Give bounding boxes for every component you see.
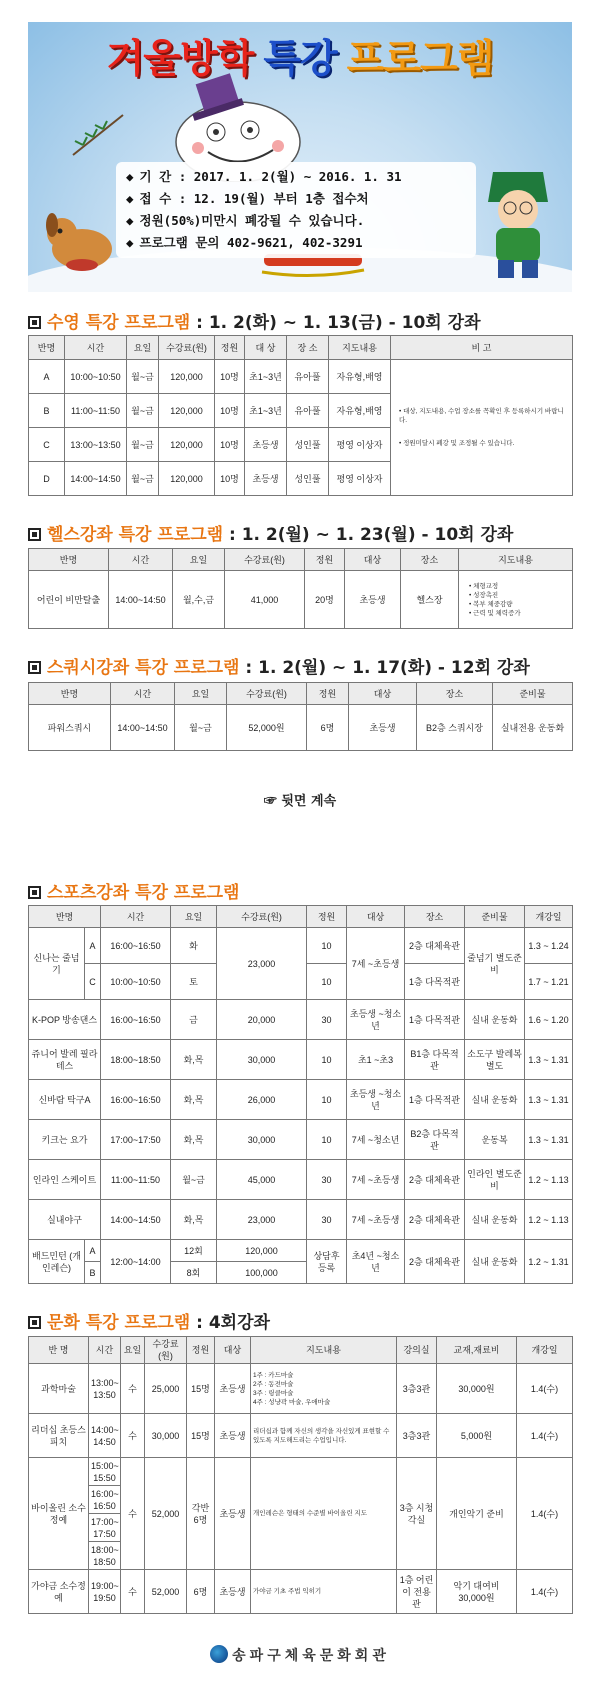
table-row: 가야금 소수정예 19:00~ 19:50 수 52,000 6명 초등생 가야금 기초 주법 익히기 1층 어린이 전용관 악기 대여비 30,000원 1.4(수): [29, 1570, 573, 1614]
pine-branch-icon: [68, 110, 128, 160]
table-header-row: 반 명 시간 요일 수강료(원) 정원 대상 지도내용 강의실 교재,재료비 개강일: [29, 1337, 573, 1364]
table-row: 17:00~ 17:50: [29, 1514, 573, 1542]
info-box: [116, 162, 476, 258]
table-row: B 8회 100,000: [29, 1262, 573, 1284]
swim-heading: 수영 특강 프로그램 : 1. 2(화) ~ 1. 13(금) - 10회 강좌: [28, 308, 481, 333]
table-row: 신나는 줄넘기 A 16:00~16:50 화 23,000 10 7세 ~초등생 2층 대체육관 줄넘기 별도준비 1.3 ~ 1.24: [29, 928, 573, 964]
table-row: 키크는 요가 17:00~17:50 화,목 30,000 10 7세 ~청소년 B2층 다목적관 운동복 1.3 ~ 1.31: [29, 1120, 573, 1160]
table-row: B 11:00~11:50 월~금 120,000 10명 초1~3년 유아풀 자유형,배영: [29, 394, 573, 428]
table-row: 배드민턴 (개인레슨) A 12:00~14:00 12회 120,000 상담후 등록 초4년 ~청소년 2층 대체육관 실내 운동화 1.2 ~ 1.31: [29, 1240, 573, 1262]
banner-title-winter: 겨울방학: [106, 37, 254, 82]
culture-heading: 문화 특강 프로그램 : 4회강좌: [28, 1308, 270, 1333]
health-table: [28, 548, 573, 629]
sports-heading: 스포츠강좌 특강 프로그램: [28, 878, 239, 903]
info-registration: ◆ 접 수 : 12. 19(월) 부터 1층 접수처: [126, 191, 369, 206]
banner-title: [28, 28, 572, 84]
culture-table: [28, 1336, 573, 1614]
square-bullet-icon: [28, 1316, 41, 1329]
table-row: 16:00~ 16:50: [29, 1486, 573, 1514]
table-header-row: 반명 시간 요일 수강료(원) 정원 대상 장소 준비물 개강일: [29, 906, 573, 928]
info-contact: ◆ 프로그램 문의 402-9621, 402-3291: [126, 235, 363, 250]
table-row: 파워스쿼시 14:00~14:50 월~금 52,000원 6명 초등생 B2층 스쿼시장 실내전용 운동화: [29, 705, 573, 751]
table-row: C 13:00~13:50 월~금 120,000 10명 초등생 성인풀 평영 이상자: [29, 428, 573, 462]
table-row: 실내야구 14:00~14:50 화,목 23,000 30 7세 ~초등생 2층 대체육관 실내 운동화 1.2 ~ 1.13: [29, 1200, 573, 1240]
info-capacity: ◆ 정원(50%)미만시 폐강될 수 있습니다.: [126, 213, 365, 228]
square-bullet-icon: [28, 528, 41, 541]
banner-title-program: 프로그램: [346, 37, 494, 82]
health-heading: 헬스강좌 특강 프로그램 : 1. 2(월) ~ 1. 23(월) - 10회 강좌: [28, 520, 513, 545]
square-bullet-icon: [28, 316, 41, 329]
footer-organization: 송파구체육문화회관: [0, 1645, 600, 1665]
health-content: • 체형교정 • 성장촉진 • 복부 체중감량 • 근력 및 체력증가: [459, 571, 573, 629]
banner-title-special: 특강: [263, 37, 337, 82]
diamond-icon: ◆: [126, 169, 134, 184]
child-illustration: [468, 162, 568, 282]
squash-heading: 스쿼시강좌 특강 프로그램 : 1. 2(월) ~ 1. 17(화) - 12회 강좌: [28, 653, 530, 678]
organization-logo-icon: [210, 1645, 228, 1663]
science-content: 1주 : 카드마술 2주 : 동전마술 3주 : 링클마술 4주 : 성냥곽 마술, 우애마술: [251, 1364, 397, 1414]
squash-table: [28, 682, 573, 751]
table-header-row: 반명 시간 요일 수강료(원) 정원 대 상 장 소 지도내용 비 고: [29, 336, 573, 360]
swim-table: [28, 335, 573, 496]
info-period: ◆ 기 간 : 2017. 1. 2(월) ~ 2016. 1. 31: [126, 169, 402, 184]
banner: [28, 22, 572, 292]
square-bullet-icon: [28, 661, 41, 674]
swim-notes: • 대상, 지도내용, 수업 장소를 꼭확인 후 등록하시기 바랍니다. • 정원미달시 폐강 및 조정될 수 있습니다.: [391, 360, 573, 496]
table-row: 신바람 탁구A 16:00~16:50 화,목 26,000 10 초등생 ~청소년 1층 다목적관 실내 운동화 1.3 ~ 1.31: [29, 1080, 573, 1120]
table-header-row: 반명 시간 요일 수강료(원) 정원 대상 장소 지도내용: [29, 549, 573, 571]
diamond-icon: ◆: [126, 191, 134, 206]
table-row: 리더십 초등스피치 14:00~ 14:50 수 30,000 15명 초등생 리더십과 함께 자신의 생각을 자신있게 표현할 수 있도록 지도해드리는 수업입니다. 3층3관 5,000원 1.4(수): [29, 1414, 573, 1458]
diamond-icon: ◆: [126, 235, 134, 250]
table-row: 18:00~ 18:50: [29, 1542, 573, 1570]
table-row: 어린이 비만탈출 14:00~14:50 월,수,금 41,000 20명 초등생 헬스장 • 체형교정 • 성장촉진 • 복부 체중감량 • 근력 및 체력증가: [29, 571, 573, 629]
table-row: 인라인 스케이트 11:00~11:50 월~금 45,000 30 7세 ~초등생 2층 대체육관 인라인 별도준비 1.2 ~ 1.13: [29, 1160, 573, 1200]
continue-note: ☞ 뒷면 계속: [263, 794, 337, 809]
table-header-row: 반명 시간 요일 수강료(원) 정원 대상 장소 준비물: [29, 683, 573, 705]
square-bullet-icon: [28, 886, 41, 899]
sports-table: [28, 905, 573, 1284]
table-row: K-POP 방송댄스 16:00~16:50 금 20,000 30 초등생 ~청소년 1층 다목적관 실내 운동화 1.6 ~ 1.20: [29, 1000, 573, 1040]
diamond-icon: ◆: [126, 213, 134, 228]
table-row: C 10:00~10:50 토 10 1층 다목적관 1.7 ~ 1.21: [29, 964, 573, 1000]
dog-illustration: [42, 207, 122, 277]
table-row: 쥬니어 발레 필라테스 18:00~18:50 화,목 30,000 10 초1 ~초3 B1층 다목적관 소도구 발레복 별도 1.3 ~ 1.31: [29, 1040, 573, 1080]
table-row: D 14:00~14:50 월~금 120,000 10명 초등생 성인풀 평영 이상자: [29, 462, 573, 496]
table-row: 바이올린 소수정예 15:00~ 15:50 수 52,000 각반 6명 초등생 개인레슨은 형태의 수준별 바이올린 지도 3층 시청 각실 개인악기 준비 1.4(수): [29, 1458, 573, 1486]
table-row: A 10:00~10:50 월~금 120,000 10명 초1~3년 유아풀 자유형,배영 • 대상, 지도내용, 수업 장소를 꼭확인 후 등록하시기 바랍니다. • 정원미달시 폐강 및 조정될 수 있습니다.: [29, 360, 573, 394]
table-row: 과학마술 13:00~ 13:50 수 25,000 15명 초등생 1주 : 카드마술 2주 : 동전마술 3주 : 링클마술 4주 : 성냥곽 마술, 우애마술 3층3관 30,000원 1.4(수): [29, 1364, 573, 1414]
